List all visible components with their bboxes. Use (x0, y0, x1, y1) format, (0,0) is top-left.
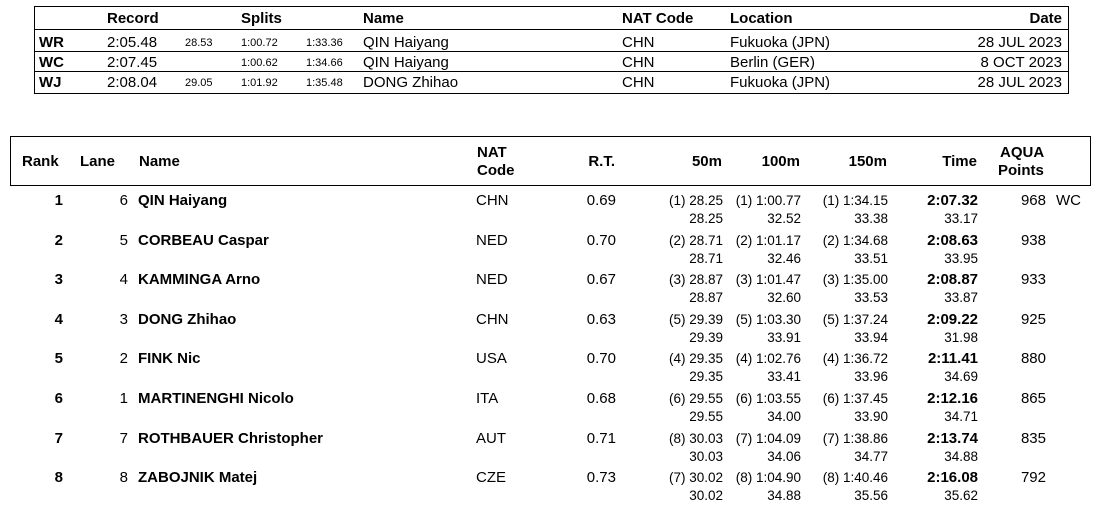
cell-nat: ITA (476, 390, 499, 407)
header-code: Code (477, 162, 515, 179)
record-location: Fukuoka (JPN) (730, 34, 831, 51)
cell-d100: 33.41 (767, 369, 801, 385)
cell-lane: 4 (119, 271, 128, 289)
header-points: Points (998, 162, 1044, 179)
cell-time: 2:11.41 (927, 350, 978, 368)
cell-nat: CHN (476, 192, 509, 209)
header-rank: Rank (22, 153, 59, 170)
table-row (10, 346, 1091, 386)
record-split150: 1:33.36 (306, 37, 343, 49)
cell-rank: 3 (54, 271, 63, 289)
cell-name: MARTINENGHI Nicolo (138, 390, 294, 407)
cell-d200: 35.62 (944, 488, 978, 504)
cell-d200: 31.98 (944, 329, 978, 345)
cell-d50: 30.02 (689, 488, 723, 504)
cell-s100: (8) 1:04.90 (735, 470, 801, 486)
cell-rt: 0.68 (586, 390, 616, 407)
cell-lane: 1 (119, 390, 128, 407)
cell-s100: (6) 1:03.55 (735, 391, 801, 406)
cell-lane: 7 (119, 429, 128, 447)
records-divider (35, 29, 1068, 30)
cell-s100: (3) 1:01.47 (735, 272, 801, 288)
table-row (10, 228, 1091, 268)
header-name: Name (139, 153, 180, 170)
cell-s50: (6) 29.55 (668, 391, 723, 406)
cell-d200: 33.87 (944, 290, 978, 306)
records-header-date: Date (1029, 10, 1062, 27)
cell-nat: NED (476, 271, 508, 289)
header-50m: 50m (691, 153, 722, 170)
cell-nat: USA (476, 350, 507, 368)
cell-d150: 34.77 (854, 448, 888, 464)
cell-rank: 5 (54, 350, 63, 368)
cell-points: 968 (1020, 192, 1046, 209)
header-rt: R.T. (588, 153, 615, 170)
record-split50: 28.53 (185, 37, 213, 49)
cell-s150: (2) 1:34.68 (822, 232, 888, 248)
cell-s100: (4) 1:02.76 (735, 351, 801, 367)
cell-lane: 3 (119, 310, 128, 328)
cell-points: 933 (1020, 271, 1046, 289)
cell-d150: 35.56 (854, 488, 888, 504)
record-split150: 1:34.66 (306, 57, 343, 69)
record-split150: 1:35.48 (306, 77, 343, 89)
record-date: 28 JUL 2023 (977, 74, 1062, 91)
cell-d50: 28.87 (689, 290, 723, 306)
cell-time: 2:12.16 (927, 390, 978, 407)
table-row (10, 307, 1091, 347)
cell-d200: 33.95 (944, 250, 978, 266)
cell-rank: 6 (54, 390, 63, 407)
cell-s150: (1) 1:34.15 (822, 193, 888, 208)
cell-s50: (7) 30.02 (668, 470, 723, 486)
cell-d100: 33.91 (767, 329, 801, 345)
cell-d200: 34.69 (944, 369, 978, 385)
cell-s50: (4) 29.35 (668, 351, 723, 367)
cell-s150: (5) 1:37.24 (822, 311, 888, 327)
cell-rt: 0.73 (586, 469, 616, 487)
cell-rt: 0.63 (586, 310, 616, 328)
cell-time: 2:08.87 (927, 271, 978, 289)
cell-d100: 32.60 (767, 290, 801, 306)
cell-s150: (8) 1:40.46 (822, 470, 888, 486)
record-nat: CHN (622, 54, 655, 71)
cell-s150: (4) 1:36.72 (822, 351, 888, 367)
cell-d100: 34.06 (767, 448, 801, 464)
cell-s100: (5) 1:03.30 (735, 311, 801, 327)
records-header-location: Location (730, 10, 793, 27)
table-row (10, 267, 1091, 307)
cell-d100: 34.88 (767, 488, 801, 504)
header-lane: Lane (80, 153, 116, 170)
cell-lane: 6 (119, 192, 128, 209)
cell-d200: 34.71 (944, 409, 978, 424)
record-date: 28 JUL 2023 (977, 34, 1062, 51)
records-header-nat-code: NAT Code (622, 10, 694, 27)
header-150m: 150m (848, 153, 887, 170)
cell-d50: 28.71 (689, 250, 723, 266)
cell-name: DONG Zhihao (138, 310, 237, 328)
record-nat: CHN (622, 34, 655, 51)
cell-time: 2:16.08 (927, 469, 978, 487)
cell-s50: (2) 28.71 (668, 232, 723, 248)
header-nat: NAT (477, 144, 507, 161)
record-type: WR (39, 34, 64, 51)
cell-name: ZABOJNIK Matej (138, 469, 258, 487)
cell-rank: 2 (54, 231, 63, 249)
table-row (10, 465, 1091, 505)
cell-rt: 0.71 (586, 429, 616, 447)
cell-d150: 33.96 (854, 369, 888, 385)
table-row (10, 386, 1091, 426)
cell-d150: 33.94 (854, 329, 888, 345)
cell-d150: 33.53 (854, 290, 888, 306)
cell-d100: 32.46 (767, 250, 801, 266)
cell-d150: 33.51 (854, 250, 888, 266)
cell-d150: 33.90 (854, 409, 888, 424)
cell-s150: (3) 1:35.00 (822, 272, 888, 288)
cell-s150: (6) 1:37.45 (822, 391, 888, 406)
record-type: WC (39, 54, 64, 71)
cell-rank: 8 (54, 469, 63, 487)
record-split100: 1:00.62 (241, 57, 278, 69)
cell-lane: 5 (119, 231, 128, 249)
record-name: DONG Zhihao (363, 74, 459, 91)
cell-d150: 33.38 (854, 211, 888, 226)
cell-name: CORBEAU Caspar (138, 231, 269, 249)
cell-s50: (1) 28.25 (668, 193, 723, 208)
cell-rank: 4 (54, 310, 63, 328)
header-aqua: AQUA (1000, 144, 1045, 161)
records-row-divider (35, 71, 1068, 72)
cell-time: 2:09.22 (927, 310, 978, 328)
cell-rt: 0.69 (586, 192, 616, 209)
cell-time: 2:13.74 (927, 429, 978, 447)
cell-d50: 29.39 (689, 329, 723, 345)
cell-points: 835 (1020, 429, 1046, 447)
cell-s50: (8) 30.03 (668, 430, 723, 446)
record-split100: 1:00.72 (241, 37, 278, 49)
table-row (10, 426, 1091, 466)
cell-rt: 0.70 (586, 350, 616, 368)
record-nat: CHN (622, 74, 655, 91)
record-name: QIN Haiyang (363, 34, 449, 51)
cell-time: 2:07.32 (927, 192, 978, 209)
cell-points: 792 (1020, 469, 1046, 487)
cell-name: QIN Haiyang (138, 192, 228, 209)
record-split50: 29.05 (185, 77, 213, 89)
cell-d100: 32.52 (767, 211, 801, 226)
cell-points: 938 (1020, 231, 1046, 249)
cell-d200: 33.17 (944, 211, 978, 226)
cell-s150: (7) 1:38.86 (822, 430, 888, 446)
record-time: 2:07.45 (107, 54, 158, 71)
cell-note: WC (1056, 192, 1081, 209)
cell-nat: CZE (476, 469, 506, 487)
records-row-divider (35, 51, 1068, 52)
cell-rt: 0.70 (586, 231, 616, 249)
cell-d50: 29.35 (689, 369, 723, 385)
cell-nat: AUT (476, 429, 506, 447)
cell-d50: 29.55 (689, 409, 723, 424)
cell-nat: CHN (476, 310, 509, 328)
cell-d50: 28.25 (689, 211, 723, 226)
record-split100: 1:01.92 (241, 77, 278, 89)
record-type: WJ (39, 74, 62, 91)
cell-s50: (3) 28.87 (668, 272, 723, 288)
cell-s100: (2) 1:01.17 (735, 232, 801, 248)
cell-time: 2:08.63 (927, 231, 978, 249)
record-location: Berlin (GER) (730, 54, 816, 71)
header-time: Time (942, 153, 977, 170)
cell-rt: 0.67 (586, 271, 616, 289)
cell-d50: 30.03 (689, 448, 723, 464)
record-date: 8 OCT 2023 (980, 54, 1062, 71)
table-row (10, 188, 1091, 228)
cell-rank: 7 (54, 429, 63, 447)
records-header-record: Record (107, 10, 159, 27)
cell-s50: (5) 29.39 (668, 311, 723, 327)
cell-name: FINK Nic (138, 350, 201, 368)
cell-d200: 34.88 (944, 448, 978, 464)
record-location: Fukuoka (JPN) (730, 74, 831, 91)
cell-points: 925 (1020, 310, 1046, 328)
cell-points: 880 (1020, 350, 1046, 368)
record-time: 2:05.48 (107, 34, 158, 51)
results-header (10, 136, 1091, 186)
cell-points: 865 (1020, 390, 1046, 407)
records-header-splits: Splits (241, 10, 282, 27)
cell-s100: (1) 1:00.77 (735, 193, 801, 208)
cell-lane: 2 (119, 350, 128, 368)
records-table (34, 6, 1069, 94)
header-100m: 100m (761, 153, 800, 170)
cell-name: ROTHBAUER Christopher (138, 429, 324, 447)
record-time: 2:08.04 (107, 74, 158, 91)
cell-rank: 1 (54, 192, 63, 209)
record-name: QIN Haiyang (363, 54, 449, 71)
cell-name: KAMMINGA Arno (138, 271, 261, 289)
cell-lane: 8 (119, 469, 128, 487)
cell-nat: NED (476, 231, 508, 249)
cell-d100: 34.00 (767, 409, 801, 424)
cell-s100: (7) 1:04.09 (735, 430, 801, 446)
records-header-name: Name (363, 10, 404, 27)
